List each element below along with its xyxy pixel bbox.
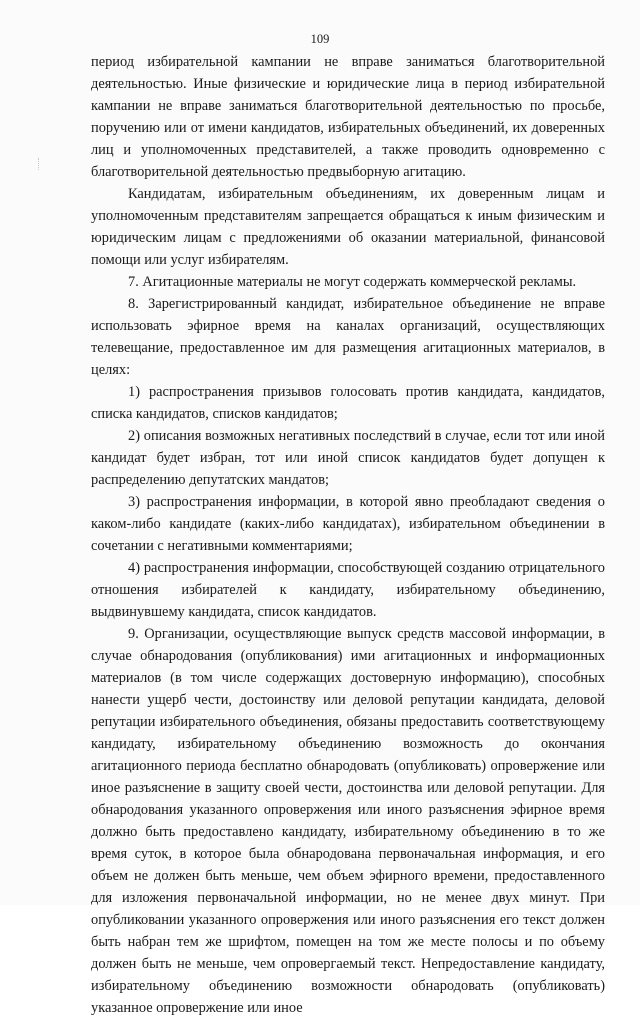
page-number: 109 bbox=[310, 32, 330, 46]
list-item-8-2: 2) описания возможных негативных последствий в случае, если тот или иной кандидат будет избран, тот или иной список кандидатов будет допущен к распределению депутатских мандатов; bbox=[91, 428, 605, 488]
list-item-8-4: 4) распространения информации, способствующей созданию отрицательного отношения избирателей к кандидату, избирательному объединению, выдвинувшему кандидата, список кандидатов. bbox=[91, 560, 605, 620]
paragraph-item-8: 8. Зарегистрированный кандидат, избирательное объединение не вправе использовать эфирное время на каналах организаций, осуществляющих телевещание, предоставленное им для размещения агитационных материалов, в целях: bbox=[91, 296, 605, 378]
paragraph-item-9: 9. Организации, осуществляющие выпуск средств массовой информации, в случае обнародования (опубликования) ими агитационных и информационных материалов (в том числе содержащих достоверную информацию), способных нанести ущерб чести, достоинству или деловой репутации кандидата, деловой репутации избирательного объединения, обязаны предоставить соответствующему кандидату, избирательному объединению возможность до окончания агитационного периода бесплатно обнародовать (опубликовать) опровержение или иное разъяснение в защиту своей чести, достоинства или деловой репутации. Для обнародования указанного опровержения или иного разъяснения эфирное время должно быть предоставлено кандидату, избирательному объединению в то же время суток, в которое была обнародована первоначальная информация, и его объем не должен быть меньше, чем объем эфирного времени, предоставленного для изложения первоначальной информации, но не менее двух минут. При опубликовании указанного опровержения или иного разъяснения его текст должен быть набран тем же шрифтом, помещен на том же месте полосы и по объему должен быть не меньше, чем опровергаемый текст. Непредоставление кандидату, избирательному объединению возможности обнародовать (опубликовать) указанное опровержение или иное bbox=[91, 626, 605, 1016]
paragraph-candidates-prohibition: Кандидатам, избирательным объединениям, их доверенным лицам и уполномоченным представителям запрещается обращаться к иным физическим и юридическим лицам с предложениями об оказании материальной, финансовой помощи или услуг избирателям. bbox=[91, 186, 605, 268]
paragraph-continuation: период избирательной кампании не вправе заниматься благотворительной деятельностью. Иные физические и юридические лица в период избирательной кампании не вправе заниматься благотворительной деятельностью по просьбе, поручению или от имени кандидатов, избирательных объединений, их доверенных лиц и уполномоченных представителей, а также проводить одновременно с благотворительной деятельностью предвыборную агитацию. bbox=[91, 54, 605, 180]
paragraph-item-7: 7. Агитационные материалы не могут содержать коммерческой рекламы. bbox=[128, 274, 577, 290]
scan-margin-mark bbox=[38, 158, 41, 170]
body-text bbox=[91, 51, 605, 1019]
list-item-8-1: 1) распространения призывов голосовать против кандидата, кандидатов, списка кандидатов, списков кандидатов; bbox=[91, 384, 605, 422]
list-item-8-3: 3) распространения информации, в которой явно преобладают сведения о каком-либо кандидате (каких-либо кандидатах), избирательном объединении в сочетании с негативными комментариями; bbox=[91, 494, 605, 554]
